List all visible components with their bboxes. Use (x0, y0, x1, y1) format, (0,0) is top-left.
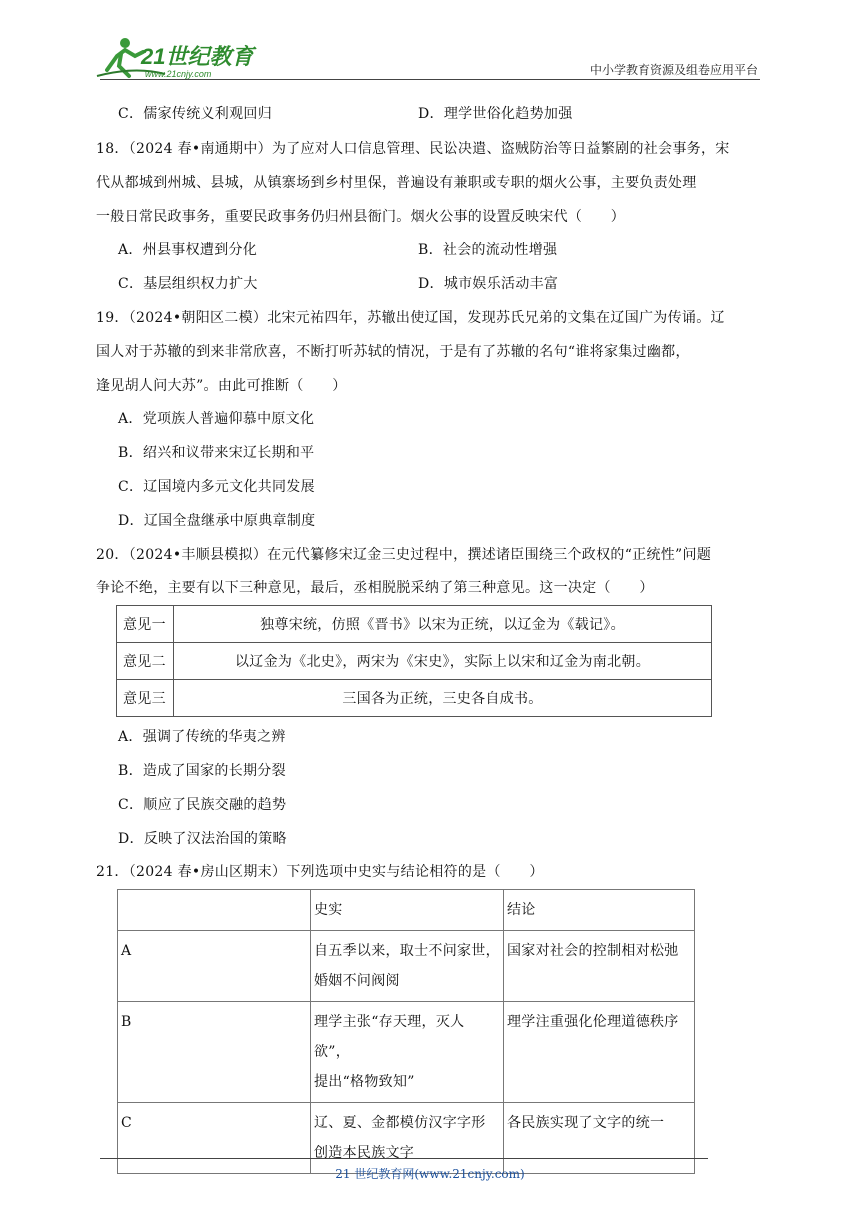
q20-option-a: A．强调了传统的华夷之辨 (118, 729, 286, 745)
q18-option-a: A．州县事权遭到分化 (118, 242, 258, 258)
opinion-text: 独尊宋统，仿照《晋书》以宋为正统，以辽金为《载记》。 (174, 606, 712, 643)
q20-option-d: D．反映了汉法治国的策略 (118, 831, 287, 847)
option-label: A (118, 931, 311, 1002)
fact-cell (311, 1103, 504, 1174)
fact-line: 提出“格物致知” (314, 1074, 415, 1090)
opinion-text: 以辽金为《北史》，两宋为《宋史》，实际上以宋和辽金为南北朝。 (174, 643, 712, 680)
platform-name: 中小学教育资源及组卷应用平台 (589, 63, 758, 77)
logo-url: www.21cnjy.com (145, 69, 212, 79)
q18-stem-line-2: 代从都城到州城、县城，从镇寨场到乡村里保，普遍设有兼职或专职的烟火公事，主要负责处理 (96, 175, 697, 191)
footer-divider (100, 1158, 708, 1159)
header-cell (118, 890, 311, 931)
q18-stem-line-1: 18．（2024 春•南通期中）为了应对人口信息管理、民讼决遣、盗贼防治等日益繁剧的社会事务，宋 (96, 141, 730, 157)
conclusion-cell: 各民族实现了文字的统一 (504, 1103, 695, 1174)
table-row (117, 643, 712, 680)
table-row (117, 606, 712, 643)
q19-option-a: A．党项族人普遍仰慕中原文化 (118, 411, 315, 427)
opinion-label: 意见二 (117, 643, 174, 680)
fact-line: 创造本民族文字 (314, 1145, 415, 1161)
q20-stem-line-2: 争论不绝，主要有以下三种意见，最后，丞相脱脱采纳了第三种意见。这一决定（ ） (96, 580, 654, 596)
opinion-label: 意见一 (117, 606, 174, 643)
q17-option-d: D．理学世俗化趋势加强 (418, 106, 573, 122)
fact-line: 婚姻不问阀阅 (314, 973, 400, 989)
opinion-label: 意见三 (117, 680, 174, 717)
q17-option-c: C．儒家传统义利观回归 (118, 106, 273, 122)
header-cell: 史实 (311, 890, 504, 931)
option-label: B (118, 1002, 311, 1103)
conclusion-cell: 理学注重强化伦理道德秩序 (504, 1002, 695, 1103)
fact-line: 理学主张“存天理，灭人欲”， (314, 1014, 465, 1060)
site-logo (95, 36, 265, 80)
table-row (118, 931, 695, 1002)
logo-text: 21世纪教育 (141, 44, 254, 69)
footer-link[interactable]: 21 世纪教育网(www.21cnjy.com) (335, 1167, 525, 1181)
q21-answer-table (117, 889, 695, 1174)
q19-option-c: C．辽国境内多元文化共同发展 (118, 479, 315, 495)
opinion-text: 三国各为正统，三史各自成书。 (174, 680, 712, 717)
conclusion-cell: 国家对社会的控制相对松弛 (504, 931, 695, 1002)
q21-stem: 21．（2024 春•房山区期末）下列选项中史实与结论相符的是（ ） (96, 864, 544, 880)
q19-stem-line-1: 19．（2024•朝阳区二模）北宋元祐四年，苏辙出使辽国，发现苏氏兄弟的文集在辽国广为传诵。辽 (96, 310, 725, 326)
q20-opinion-table (116, 605, 712, 717)
table-row (118, 1002, 695, 1103)
q20-option-b: B．造成了国家的长期分裂 (118, 763, 286, 779)
table-header-row (118, 890, 695, 931)
q19-stem-line-2: 国人对于苏辙的到来非常欣喜，不断打听苏轼的情况，于是有了苏辙的名句“谁将家集过幽都， (96, 344, 690, 360)
fact-line: 辽、夏、金都模仿汉字字形 (314, 1115, 486, 1131)
header-divider (100, 79, 760, 80)
q18-option-d: D．城市娱乐活动丰富 (418, 276, 559, 292)
fact-cell (311, 931, 504, 1002)
q18-stem-line-3: 一般日常民政事务，重要民政事务仍归州县衙门。烟火公事的设置反映宋代（ ） (96, 209, 626, 225)
table-row (117, 680, 712, 717)
q18-option-c: C．基层组织权力扩大 (118, 276, 258, 292)
q19-option-d: D．辽国全盘继承中原典章制度 (118, 513, 316, 529)
q20-option-c: C．顺应了民族交融的趋势 (118, 797, 287, 813)
header-cell: 结论 (504, 890, 695, 931)
q18-option-b: B．社会的流动性增强 (418, 242, 558, 258)
fact-line: 自五季以来，取士不问家世， (314, 943, 500, 959)
fact-cell (311, 1002, 504, 1103)
table-row (118, 1103, 695, 1174)
q19-stem-line-3: 逢见胡人问大苏”。由此可推断（ ） (96, 378, 347, 394)
option-label: C (118, 1103, 311, 1174)
q20-stem-line-1: 20．（2024•丰顺县模拟）在元代纂修宋辽金三史过程中，撰述诸臣围绕三个政权的“正统性”问题 (96, 547, 712, 563)
q19-option-b: B．绍兴和议带来宋辽长期和平 (118, 445, 315, 461)
